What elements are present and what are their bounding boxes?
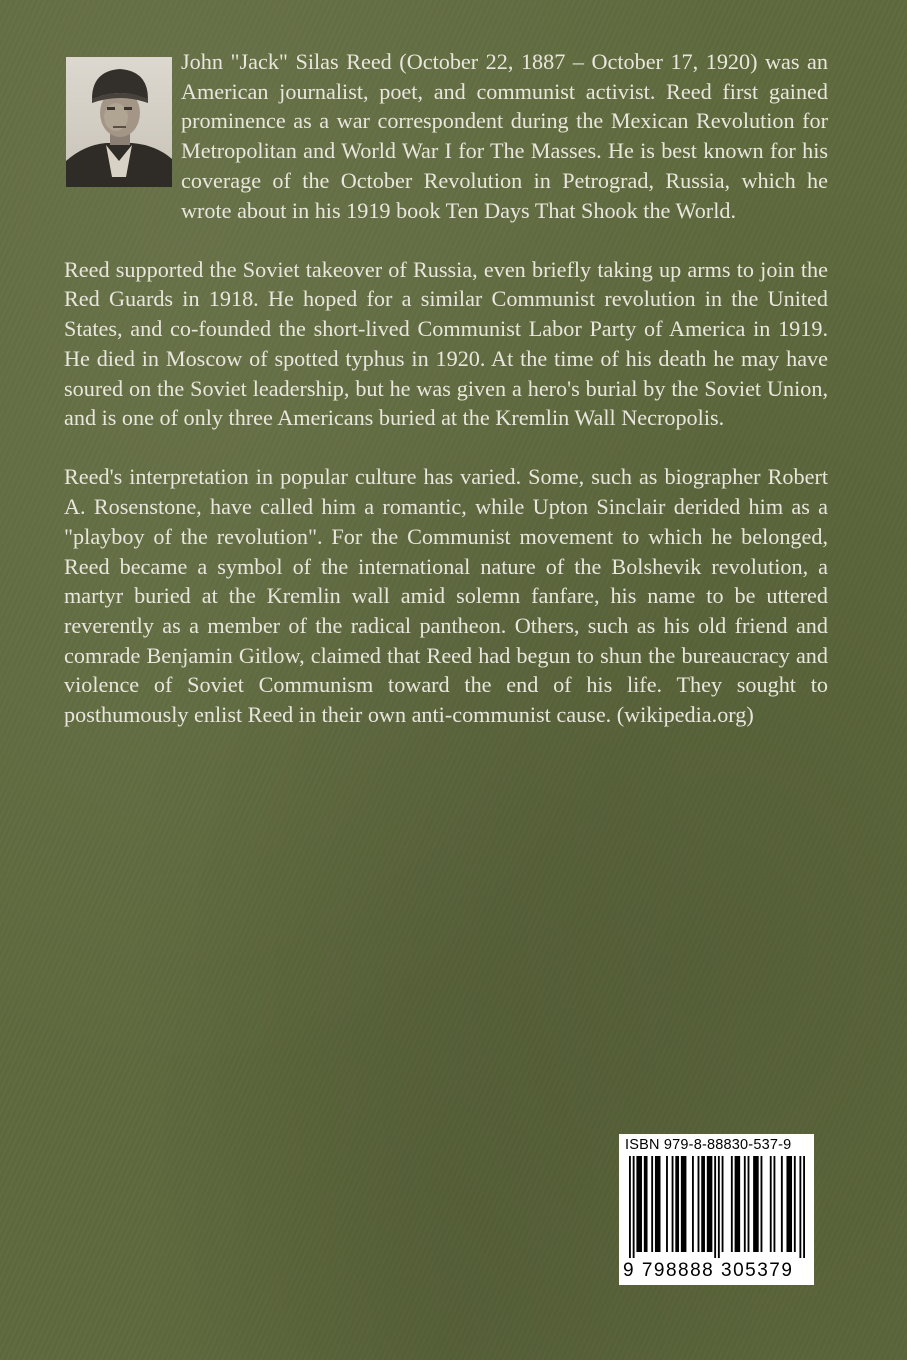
barcode-bar <box>799 1156 801 1258</box>
paragraph-2: Reed supported the Soviet takeover of Russia, even briefly taking up arms to join the Red Guards in 1918. He hoped for a similar Communist revolution in the United States, and co-founded the short-lived Communist Labor Party of America in 1919. He died in Moscow of spotted typhus in 1920. At the time of his death he may have soured on the Soviet leadership, but he was given a hero's burial by the Soviet Union, and is one of only three Americans buried at the Kremlin Wall Necropolis. <box>64 256 828 431</box>
barcode-bar <box>753 1156 759 1252</box>
barcode-bar <box>731 1156 733 1252</box>
barcode-bar <box>748 1156 750 1252</box>
barcode-bar <box>707 1156 713 1252</box>
isbn-digits: 9 798888 305379 <box>623 1260 794 1281</box>
paragraph-1-text: John "Jack" Silas Reed (October 22, 1887 – October 17, 1920) was an American journalist, poet, and communist activist. Reed first gained prominence as a war correspondent during the Mexican Revolution for Metropolitan and World War I for The Masses. He is best known for his coverage of the October Revolution in Petrograd, Russia, which he wrote about in his 1919 book Ten Days That Shook the World. <box>181 49 828 223</box>
barcode-bar <box>722 1156 724 1252</box>
barcode-bar <box>666 1156 668 1252</box>
barcode-bar <box>803 1156 805 1258</box>
barcode-bar <box>651 1156 653 1252</box>
barcode-bar <box>774 1156 776 1252</box>
barcode-bar <box>770 1156 772 1252</box>
barcode-bar <box>701 1156 705 1252</box>
isbn-label: ISBN 979-8-88830-537-9 <box>625 1137 792 1153</box>
barcode-bar <box>644 1156 648 1252</box>
paragraph-1 <box>64 47 828 225</box>
barcode-bar <box>735 1156 741 1252</box>
barcode-bar <box>655 1156 661 1252</box>
barcode-bar <box>636 1156 642 1252</box>
barcode-bar <box>681 1156 687 1252</box>
barcode-bar <box>629 1156 631 1258</box>
barcode-bar <box>718 1156 720 1258</box>
barcode-bar <box>794 1156 796 1252</box>
barcode-bar <box>672 1156 674 1252</box>
barcode-bar <box>698 1156 700 1252</box>
isbn-barcode <box>619 1134 814 1285</box>
barcode-bar <box>781 1156 783 1252</box>
barcode-bar <box>761 1156 763 1252</box>
barcode-bar <box>692 1156 694 1252</box>
description-text <box>64 47 828 759</box>
paragraph-3: Reed's interpretation in popular culture has varied. Some, such as biographer Robert A. Rosenstone, have called him a romantic, while Upton Sinclair derided him as a "playboy of the revolution". For the Communist movement to which he belonged, Reed became a symbol of the international nature of the Bolshevik revolution, a martyr buried at the Kremlin wall amid solemn fanfare, his name to be uttered reverently as a member of the radical pantheon. Others, such as his old friend and comrade Benjamin Gitlow, claimed that Reed had begun to shun the bureaucracy and violence of Soviet Communism toward the end of his life. They sought to posthumously enlist Reed in their own anti-communist cause. (wikipedia.org) <box>64 464 828 728</box>
barcode-bar <box>786 1156 792 1252</box>
barcode-icon <box>629 1156 805 1258</box>
barcode-bar <box>714 1156 716 1258</box>
barcode-bar <box>675 1156 679 1252</box>
barcode-bar <box>633 1156 635 1258</box>
barcode-bar <box>744 1156 746 1252</box>
